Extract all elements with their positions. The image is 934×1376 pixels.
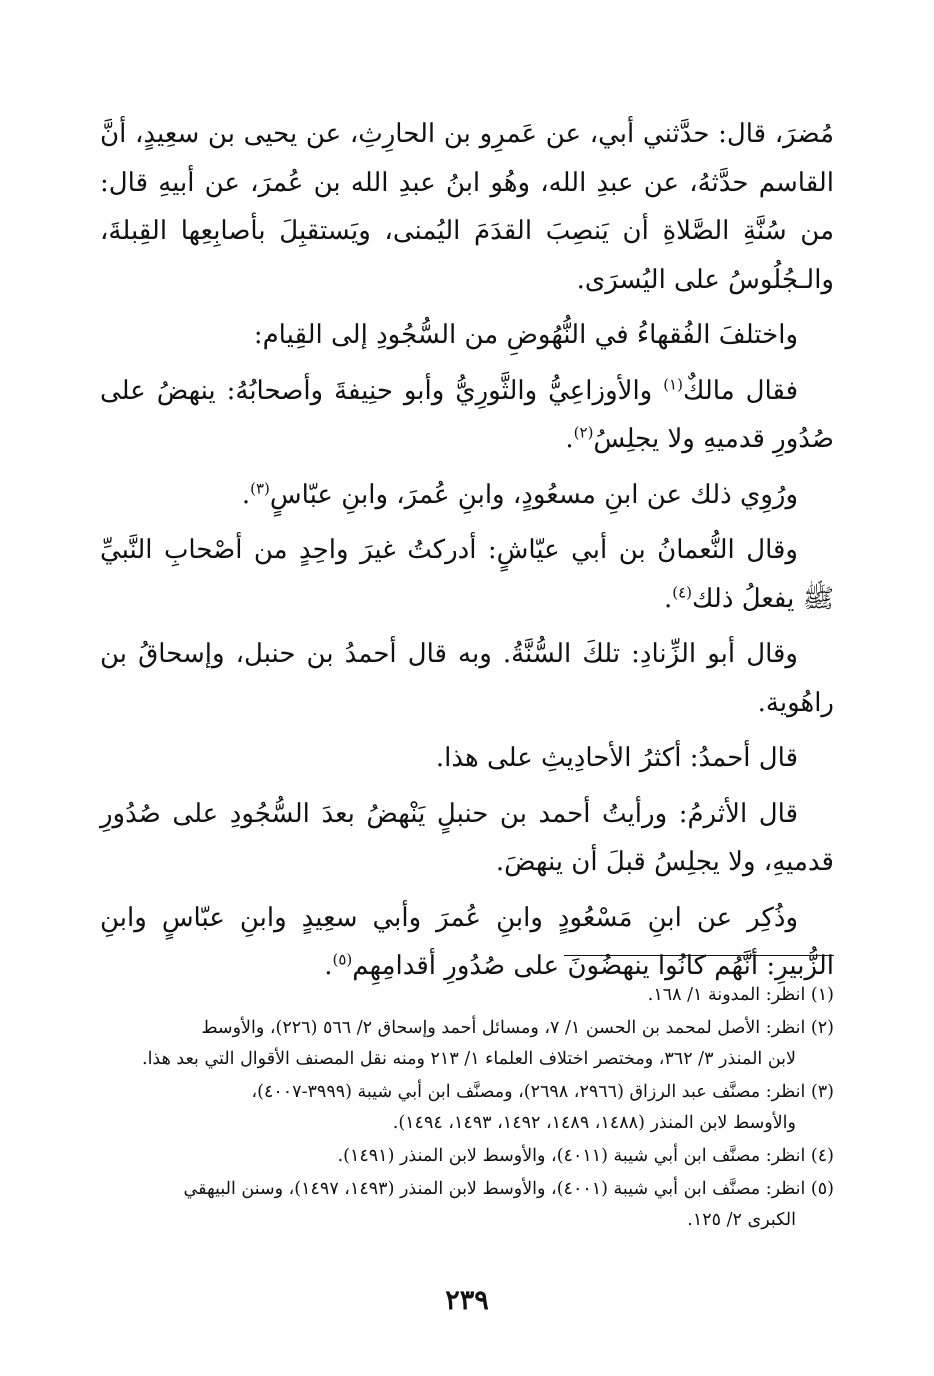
footnote-3	[100, 1077, 834, 1139]
text-run: .	[663, 583, 673, 614]
text-line: حدَّثهُ، عن عبدِ الله، وهُو ابنُ عبدِ الله بن عُمرَ، عن أبيهِ قال: من سُنَّةِ الصَّلاةِ	[100, 167, 835, 246]
paragraph-7	[100, 734, 834, 783]
footnote-line: (٤) انظر: مصنَّف ابن أبي شيبة (٤٠١١)، والأوسط لابن المنذر (١٤٩١).	[337, 1146, 834, 1166]
text-line: وقال أبو الزِّنادِ: تلكَ السُّنَّةُ. وبه قال أحمدُ بن حنبل، وإسحاقُ بن راهُوية.	[100, 639, 834, 718]
footnotes-section	[100, 980, 834, 1238]
footnote-4	[100, 1141, 834, 1172]
footnote-ref-5[interactable]: (٥)	[332, 950, 353, 969]
text-run: وقال النُّعمانُ بن أبي عيّاشٍ: أدركتُ غيرَ واحِدٍ من أصْحابِ النَّبيِّ ﷺ يفعلُ ذلك	[100, 535, 834, 614]
paragraph-1	[100, 110, 834, 304]
text-run: .	[565, 424, 574, 454]
paragraph-8	[100, 790, 834, 887]
text-line: أن يَنصِبَ القدَمَ اليُمنى، ويَستقبِلَ بأصابِعِها القِبلةَ، والـجُلُوسُ على اليُسرَى.	[100, 216, 834, 295]
paragraph-5	[100, 526, 834, 623]
footnote-2	[100, 1013, 834, 1075]
footnote-divider	[564, 955, 834, 956]
footnote-line: (٢) انظر: الأصل لمحمد بن الحسن ١/ ٧، ومسائل أحمد وإسحاق ٢/ ٥٦٦ (٢٢٦)، والأوسط	[201, 1018, 834, 1038]
main-text	[100, 110, 834, 991]
text-run: وذُكِر عن ابنِ مَسْعُودٍ وابنِ عُمرَ وأبي سعِيدٍ وابنِ عبّاسٍ وابنِ الزُّبيرِ: أنَّهُم كانُوا ينهضُونَ على صُدُورِ أقدامِهِم	[100, 902, 834, 981]
footnote-ref-4[interactable]: (٤)	[672, 582, 693, 601]
text-line: قال الأثرمُ: ورأيتُ أحمد بن حنبلٍ يَنْهضُ بعدَ السُّجُودِ على صُدُورِ قدميهِ، ولا يجلِسُ قبلَ أن ينهضَ.	[100, 798, 834, 877]
text-run: .	[324, 951, 333, 981]
footnote-line: لابن المنذر ٣/ ٣٦٢، ومختصر اختلاف العلماء ١/ ٢١٣ ومنه نقل المصنف الأقوال التي بعد هذا.	[142, 1049, 796, 1069]
text-run: فقال مالكٌ	[682, 375, 798, 406]
footnote-line: (٣) انظر: مصنَّف عبد الرزاق (٢٩٦٦، ٢٦٩٨)، ومصنَّف ابن أبي شيبة (٣٩٩٩-٤٠٠٧)،	[251, 1082, 834, 1102]
footnote-ref-1[interactable]: (١)	[663, 374, 683, 393]
text-line: مُضرَ، قال: حدَّثني أبي، عن عَمرِو بن الحارِثِ، عن يحيى بن سعِيدٍ، أنَّ القاسم	[100, 119, 835, 198]
footnote-1	[100, 980, 834, 1011]
footnote-line: والأوسط لابن المنذر (١٤٨٨، ١٤٨٩، ١٤٩٢، ١٤٩٣، ١٤٩٤).	[392, 1113, 796, 1133]
text-line: قال أحمدُ: أكثرُ الأحادِيثِ على هذا.	[435, 743, 798, 773]
footnote-line: (١) انظر: المدونة ١/ ١٦٨.	[647, 985, 834, 1005]
paragraph-2	[100, 311, 834, 360]
text-run: .	[241, 479, 251, 510]
text-run: ورُوِي ذلك عن ابنِ مسعُودٍ، وابنِ عُمرَ، وابنِ عبّاسٍ	[269, 479, 798, 510]
footnote-ref-2[interactable]: (٢)	[573, 423, 594, 442]
paragraph-4	[100, 471, 834, 520]
footnote-line: الكبرى ٢/ ١٢٥.	[687, 1210, 796, 1230]
footnote-ref-3[interactable]: (٣)	[250, 478, 270, 497]
paragraph-3	[100, 367, 834, 464]
footnote-line: (٥) انظر: مصنَّف ابن أبي شيبة (٤٠٠١)، والأوسط لابن المنذر (١٤٩٣، ١٤٩٧)، وسنن البيهقي	[183, 1179, 834, 1199]
page-number: ٢٣٩	[445, 1285, 489, 1316]
footnote-5	[100, 1174, 834, 1236]
paragraph-9	[100, 894, 834, 991]
text-line: واختلفَ الفُقهاءُ في النُّهُوضِ من السُّجُودِ إلى القِيام:	[253, 320, 798, 350]
text-run: والأوزاعِيُّ والثَّورِيُّ وأبو حنِيفةَ وأصحابُهُ: ينهضُ على صُدُورِ قدميهِ ولا يجلِسُ	[100, 375, 834, 454]
paragraph-6	[100, 630, 834, 727]
book-page	[100, 110, 835, 1230]
